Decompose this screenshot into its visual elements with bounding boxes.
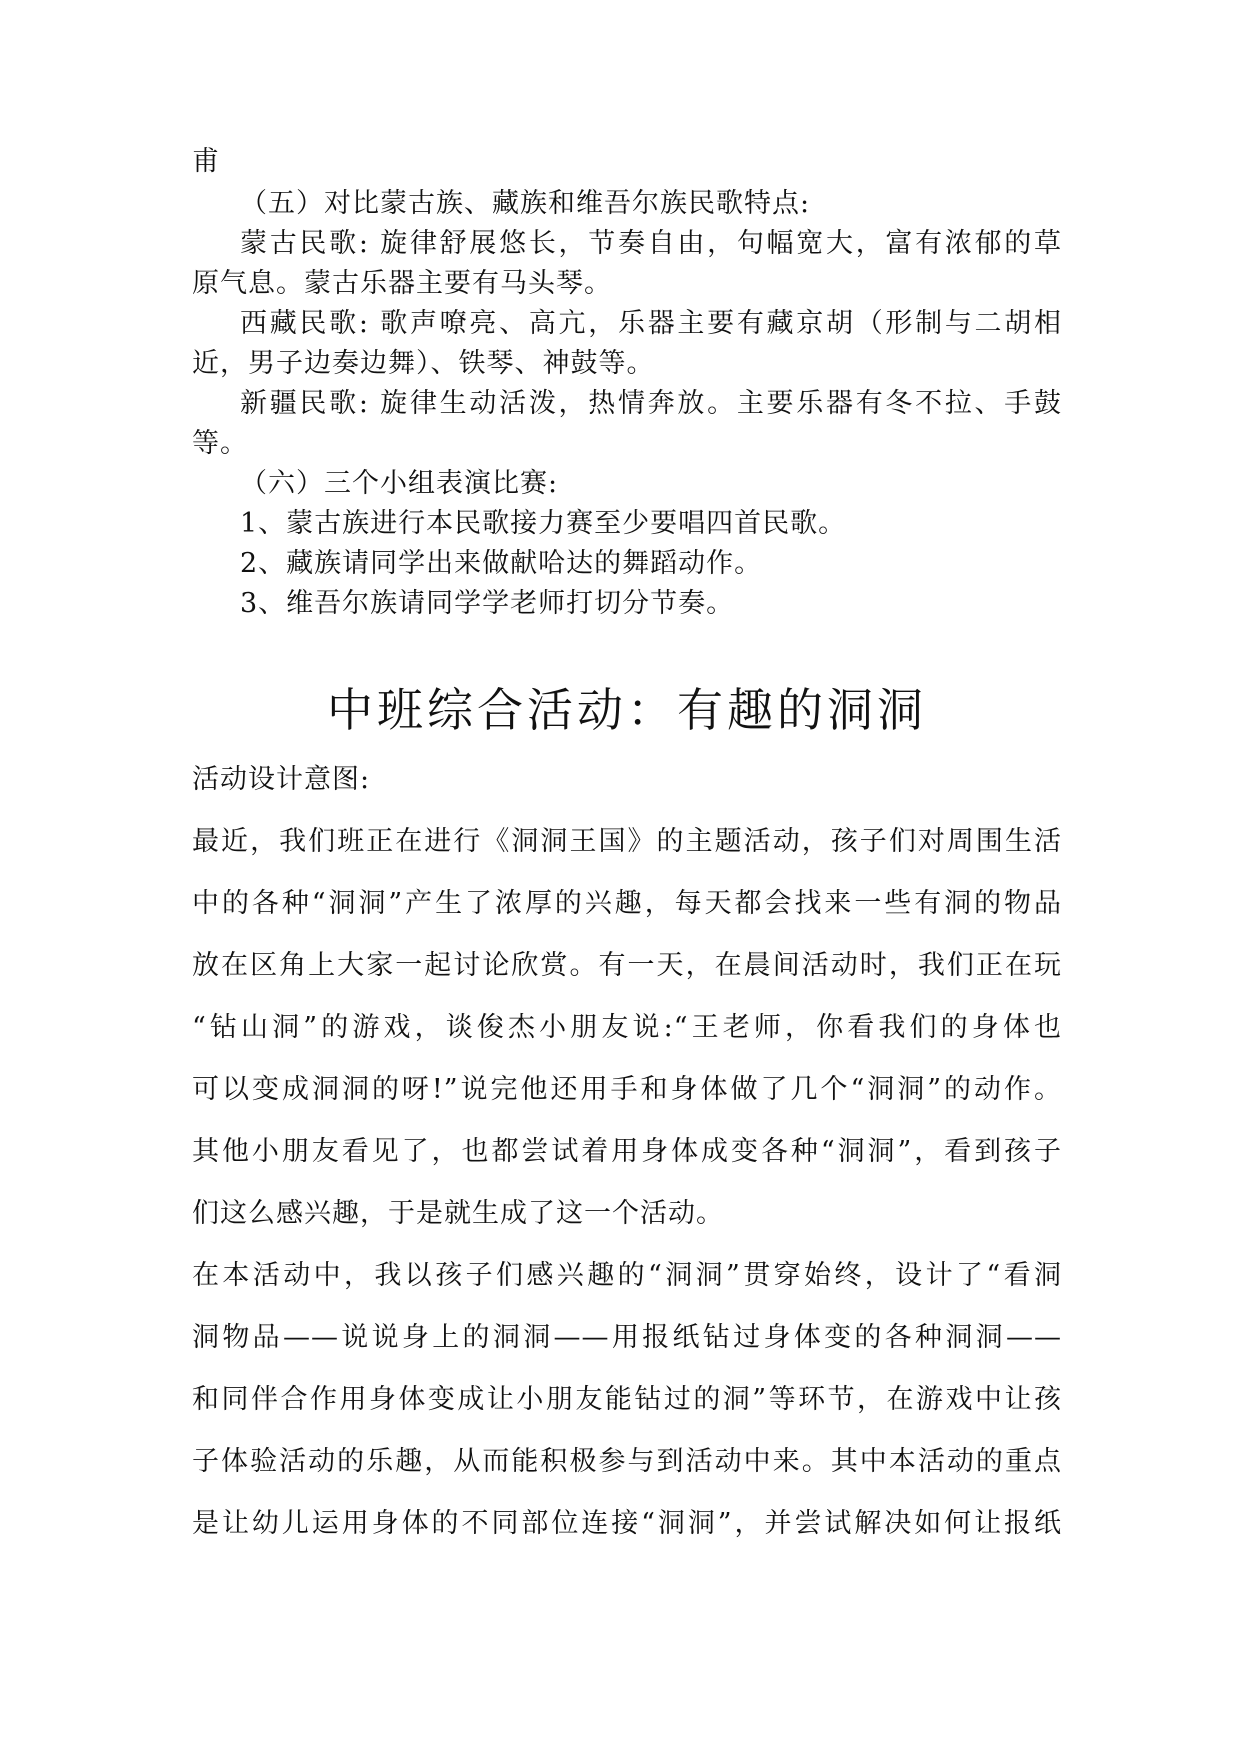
paragraph-line: 放在区角上大家一起讨论欣赏。有一天，在晨间活动时，我们正在玩 [192,950,1062,981]
xinjiang-songs-line-2: 等。 [192,428,248,459]
tibet-songs-line-2: 近，男子边奏边舞）、铁琴、神鼓等。 [192,348,655,379]
paragraph-line: 们这么感兴趣，于是就生成了这一个活动。 [192,1198,724,1229]
paragraph-line: 可以变成洞洞的呀!”说完他还用手和身体做了几个“洞洞”的动作。 [192,1074,1062,1105]
paragraph-line: 在本活动中，我以孩子们感兴趣的“洞洞”贯穿始终，设计了“看洞 [192,1260,1062,1291]
paragraph-line: 中的各种“洞洞”产生了浓厚的兴趣，每天都会找来一些有洞的物品 [192,888,1062,919]
paragraph-line: 其他小朋友看见了，也都尝试着用身体成变各种“洞洞”，看到孩子 [192,1136,1062,1167]
article-subheading: 活动设计意图: [192,764,371,795]
mongol-songs-line-1: 蒙古民歌: 旋律舒展悠长，节奏自由，句幅宽大，富有浓郁的草 [240,228,1062,259]
list-item: 3、维吾尔族请同学学老师打切分节奏。 [240,588,735,619]
paragraph-line: “钻山洞”的游戏，谈俊杰小朋友说:“王老师，你看我们的身体也 [192,1012,1062,1043]
fragment-line: 甫 [192,146,220,177]
list-item: 2、藏族请同学出来做献哈达的舞蹈动作。 [240,548,763,579]
tibet-songs-line-1: 西藏民歌: 歌声嘹亮、高亢，乐器主要有藏京胡（形制与二胡相 [240,308,1062,339]
paragraph-line: 最近，我们班正在进行《洞洞王国》的主题活动，孩子们对周围生活 [192,826,1062,857]
paragraph-line: 和同伴合作用身体变成让小朋友能钻过的洞”等环节，在游戏中让孩 [192,1384,1062,1415]
paragraph-line: 子体验活动的乐趣，从而能积极参与到活动中来。其中本活动的重点 [192,1446,1062,1477]
paragraph-line: 是让幼儿运用身体的不同部位连接“洞洞”，并尝试解决如何让报纸 [192,1508,1062,1539]
mongol-songs-line-2: 原气息。蒙古乐器主要有马头琴。 [192,268,612,299]
section-heading-six: （六）三个小组表演比赛: [240,468,559,499]
list-item: 1、蒙古族进行本民歌接力赛至少要唱四首民歌。 [240,508,847,539]
article-title: 中班综合活动：有趣的洞洞 [327,683,927,737]
xinjiang-songs-line-1: 新疆民歌: 旋律生动活泼，热情奔放。主要乐器有冬不拉、手鼓 [240,388,1062,419]
section-heading-five: （五）对比蒙古族、藏族和维吾尔族民歌特点: [240,188,811,219]
paragraph-line: 洞物品——说说身上的洞洞——用报纸钻过身体变的各种洞洞—— [192,1322,1062,1353]
